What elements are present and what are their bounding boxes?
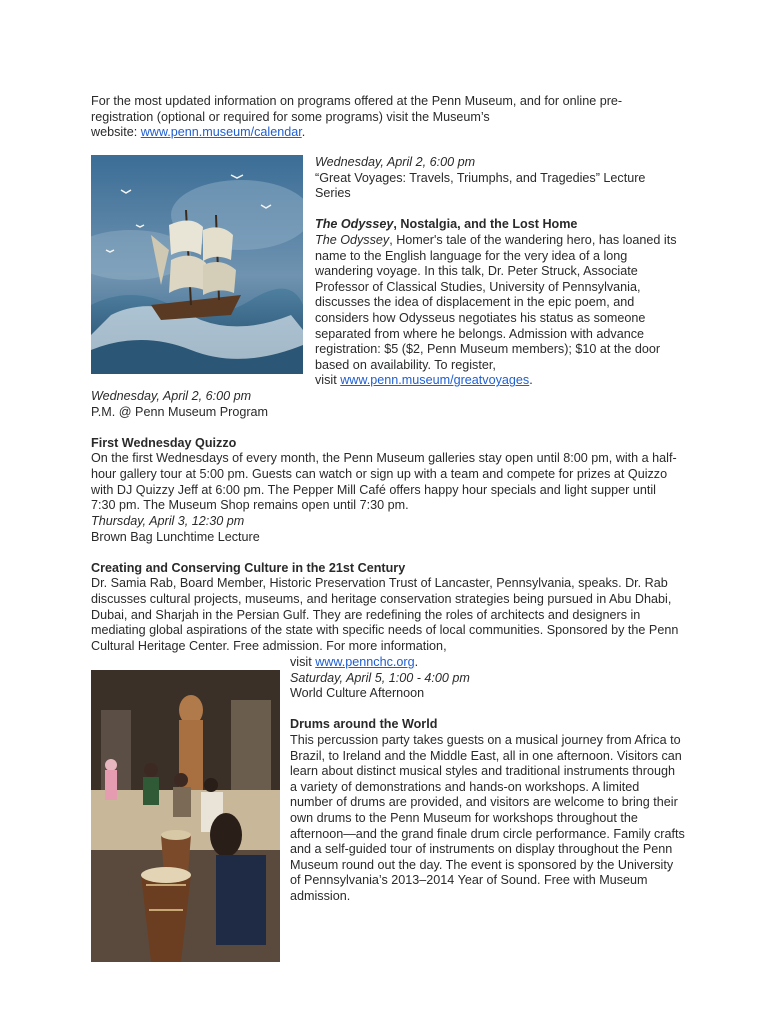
pennchc-visit-line xyxy=(290,655,685,671)
event-title-rest: , Nostalgia, and the Lost Home xyxy=(393,217,578,232)
event-title-italic: The Odyssey xyxy=(315,217,394,232)
event-drums xyxy=(290,655,685,905)
intro-paragraph xyxy=(91,94,666,141)
calendar-link[interactable]: www.penn.museum/calendar xyxy=(140,125,302,140)
event-culture-lecture xyxy=(91,514,681,654)
event-title: Drums around the World xyxy=(290,717,438,732)
event-series: P.M. @ Penn Museum Program xyxy=(91,404,269,419)
greatvoyages-link[interactable]: www.penn.museum/greatvoyages xyxy=(340,373,530,388)
event-quizzo xyxy=(91,389,681,514)
event-date: Saturday, April 5, 1:00 - 4:00 pm xyxy=(290,670,470,685)
intro-line-3 xyxy=(91,125,666,141)
event-series: Brown Bag Lunchtime Lecture xyxy=(91,529,260,544)
pennchc-link[interactable]: www.pennchc.org xyxy=(315,655,415,669)
event-odyssey xyxy=(315,155,680,389)
drum-workshop-photo xyxy=(91,670,280,962)
event-description xyxy=(315,233,680,373)
event-visit-label: visit xyxy=(290,655,312,669)
event-date: Wednesday, April 2, 6:00 pm xyxy=(315,155,476,169)
ship-painting-image xyxy=(91,155,303,374)
event-title xyxy=(315,217,680,233)
event-visit-label: visit xyxy=(315,373,337,388)
event-description: On the first Wednesdays of every month, the Penn Museum galleries stay open until 8:00 pm, with a half-hour gallery tour at 5:00 pm. Guests can watch or sign up with a team and compete for prizes at Quizzo with DJ Quizzy Jeff at 6:00 pm. The Pepper Mill Café offers happy hour specials and light supper until 7:30 pm. The Museum Shop remains open until 7:30 pm. xyxy=(91,451,677,513)
event-period: . xyxy=(414,655,419,669)
intro-website-label: website: xyxy=(91,125,138,140)
intro-line-1: For the most updated information on programs offered at the Penn Museum, and for online pre- xyxy=(91,94,623,108)
intro-period: . xyxy=(301,125,306,140)
event-date: Thursday, April 3, 12:30 pm xyxy=(91,514,245,528)
event-description: Dr. Samia Rab, Board Member, Historic Preservation Trust of Lancaster, Pennsylvania, speaks. Dr. Rab discusses cultural projects, museums, and heritage conservation strategies being pursued in Abu Dhabi, Dubai, and Sharjah in the Persian Gulf. They are redefining the roles of architects and designers in mediating global aspirations of the state with specific needs of local communities. Sponsored by the Penn Cultural Heritage Center. Free admission. For more information, xyxy=(91,576,679,653)
event-title: First Wednesday Quizzo xyxy=(91,435,237,450)
event-title: Creating and Conserving Culture in the 21st Century xyxy=(91,560,406,575)
intro-line-2: registration (optional or required for some programs) visit the Museum’s xyxy=(91,109,490,124)
event-date: Wednesday, April 2, 6:00 pm xyxy=(91,389,252,403)
event-period: . xyxy=(529,373,533,388)
event-description-italic: The Odyssey xyxy=(315,232,390,247)
event-description: This percussion party takes guests on a musical journey from Africa to Brazil, to Ireland and the Middle East, all in one afternoon. Visitors can learn about distinct musical styles and traditional instruments through a variety of demonstrations and hands-on workshops. A limited number of drums are provided, and visitors are welcome to bring their own drums to the Penn Museum for workshops throughout the afternoon—and the grand finale drum circle performance. Family crafts and a self-guided tour of instruments on display throughout the Penn Museum round out the day. The event is sponsored by the University of Pennsylvania’s 2013–2014 Year of Sound. Free with Museum admission. xyxy=(290,732,685,903)
event-series: World Culture Afternoon xyxy=(290,686,425,701)
event-register-line xyxy=(315,373,680,389)
event-description-rest: , Homer's tale of the wandering hero, has loaned its name to the English language for the very idea of a long wandering voyage. In this talk, Dr. Peter Struck, Associate Professor of Classical Studies, University of Pennsylvania, discusses the idea of displacement in the epic poem, and considers how Odysseus negotiates his status as someone separated from where he belongs. Admission with advance registration: $5 ($2, Penn Museum members); $10 at the door based on availability. To register, xyxy=(315,232,677,372)
event-series: “Great Voyages: Travels, Triumphs, and Tragedies” Lecture Series xyxy=(315,170,646,201)
